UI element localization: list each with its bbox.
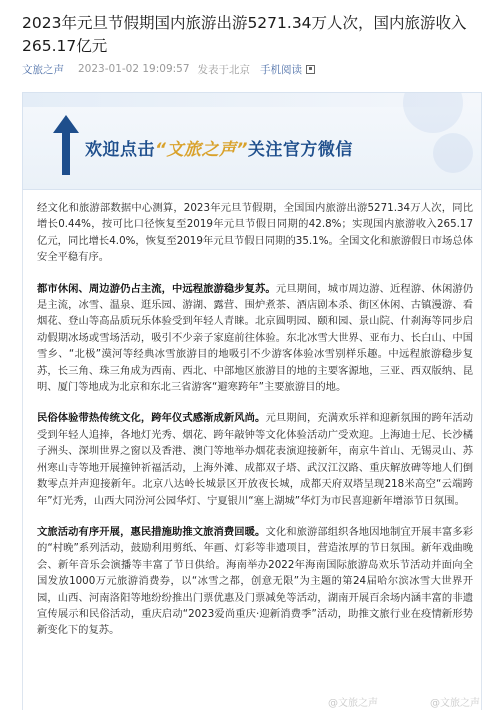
mobile-read-link[interactable]: 手机阅读: [260, 63, 303, 76]
paragraph-4-heading: 文旅活动有序开展，惠民措施助推文旅消费回暖。: [37, 525, 266, 538]
paragraph-3-heading: 民俗体验带热传统文化，跨年仪式感渐成新风尚。: [37, 412, 266, 425]
paragraph-2-heading: 都市休闲、周边游仍占主流，中远程旅游稳步复苏。: [37, 282, 276, 295]
paragraph-3-text: 元旦期间，充满欢乐祥和迎新氛围的跨年活动受到年轻人追捧，各地灯光秀、烟花、跨年敲钟等文化体验活动广受欢迎。上海迪士尼、长沙橘子洲头、深圳世界之窗以及香港、澳门等地举办烟花表演迎接新年，南京牛首山、无锡灵山、苏州寒山寺等地开展撞钟祈福活动，上海外滩、成都双子塔、武汉江汉路、重庆解放碑等地人们倒数零点并声迎接新年。北京八达岭长城景区开放夜长城，成都天府双塔呈现218米高空“云端跨年”灯光秀，山西大同汾河公园华灯、宁夏银川“塞上湖城”华灯为市民喜迎新年增添节日氛围。: [37, 412, 474, 507]
banner-text-after: 关注官方微信: [247, 140, 353, 160]
up-arrow-icon: [53, 115, 79, 175]
paragraph-1: [37, 200, 473, 266]
paragraph-3: [37, 410, 473, 508]
article-meta: [22, 61, 482, 77]
article-title: 2023年元旦节假期国内旅游出游5271.34万人次，国内旅游收入265.17亿元: [22, 14, 467, 55]
publish-location: 发表于北京: [197, 63, 251, 76]
publish-time: 2023-01-02 19:09:57: [78, 63, 190, 75]
follow-banner[interactable]: [22, 92, 482, 190]
article-body: [22, 190, 482, 710]
banner-decoration: [403, 92, 463, 133]
paragraph-1-text: 经文化和旅游部数据中心测算，2023年元旦节假期，全国国内旅游出游5271.34万人次，同比增长0.44%，按可比口径恢复至2019年元旦节假日同期的42.8%；实现国内旅游收入265.17亿元，同比增长4.0%，恢复至2019年元旦节假日同期的35.1%。全国文化和旅游假日市场总体安全平稳有序。: [37, 202, 473, 264]
watermark: @文旅之声: [430, 698, 480, 709]
qr-code-icon[interactable]: [306, 65, 315, 74]
paragraph-4-text: 文化和旅游部组织各地因地制宜开展丰富多彩的“村晚”系列活动，鼓励利用剪纸、年画、灯彩等非遗项目，营造浓厚的节日氛围。新年戏曲晚会、新年音乐会演播等丰富了节日供给。海南举办2022年海南国际旅游岛欢乐节活动并面向全国发放1000万元旅游消费券，以“冰雪之都，创意无限”为主题的第24届哈尔滨冰雪大世界开园，山西、河南洛阳等地纷纷推出门票优惠及门票减免等活动，湖南开展百余场内涵丰富的非遗宣传展示和民俗活动，重庆启动“2023爱尚重庆·迎新消费季”活动，助推文旅行业在疫情新形势新变化下的复苏。: [37, 525, 474, 637]
source-link[interactable]: 文旅之声: [22, 63, 64, 76]
watermark: @文旅之声: [328, 698, 378, 709]
paragraph-2: [37, 281, 473, 396]
banner-highlight: “文旅之声”: [155, 140, 248, 160]
banner-decoration: [433, 133, 473, 173]
paragraph-4: [37, 524, 473, 639]
paragraph-2-text: 元旦期间，城市周边游、近程游、休闲游仍是主流，冰雪、温泉、逛乐园、游湖、露营、围炉煮茶、酒店剧本杀、街区休闲、古镇漫游、看烟花、登山等高品质玩乐体验受到年轻人青睐。北京圆明园、颐和园、景山院、什刹海等同步启动假期冰场或雪场活动，吸引不少亲子家庭前往体验。东北冰雪大世界、亚布力、长白山、中国雪乡、“北极”漠河等经典冰雪旅游目的地吸引不少游客体验冰雪别样乐趣。中远程旅游稳步复苏，长三角、珠三角成为西南、西北、中部地区旅游目的地的主要客源地，三亚、西双版纳、昆明、厦门等地成为北京和东北三省游客“避寒跨年”主要旅游目的地。: [37, 282, 474, 394]
banner-text-before: 欢迎点击: [85, 140, 155, 160]
banner-text: [85, 135, 353, 160]
